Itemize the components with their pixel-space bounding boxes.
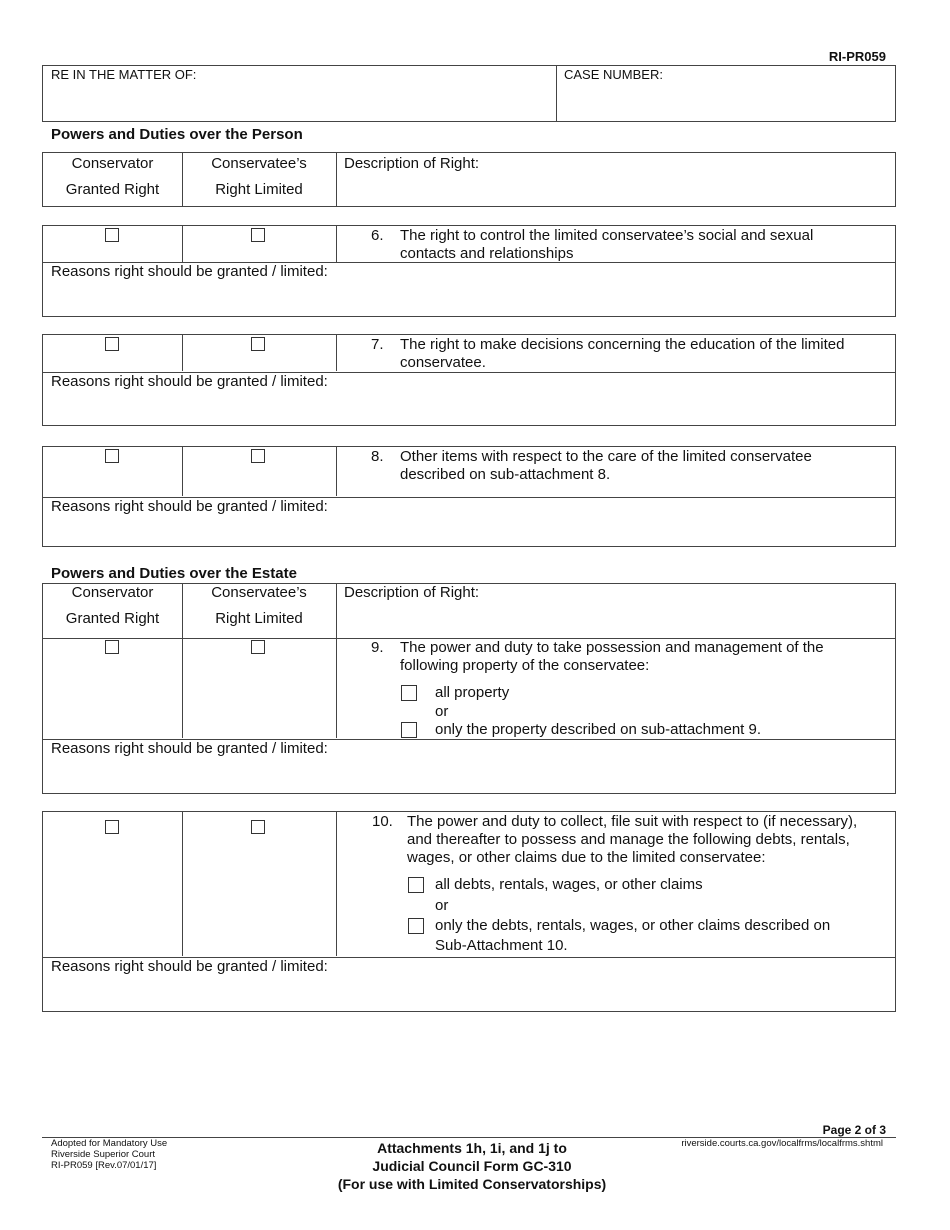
right-8-block — [42, 446, 896, 547]
right-7-limited-checkbox[interactable] — [251, 337, 265, 351]
right-6-text: The right to control the limited conservatee’s social and sexual contacts and relationships — [400, 227, 814, 262]
col-description: Description of Right: — [344, 155, 480, 172]
right-9-text: The power and duty to take possession and management of the following property of the conservatee: — [400, 639, 824, 674]
caption-box — [42, 65, 896, 122]
right-8-number: 8. — [371, 448, 384, 465]
right-8-reasons-label: Reasons right should be granted / limited: — [51, 498, 328, 515]
right-10-described-claims-checkbox[interactable] — [408, 918, 424, 934]
right-10-block — [42, 811, 896, 1012]
right-10-reasons-field[interactable] — [51, 977, 887, 1007]
right-6-block — [42, 225, 896, 317]
matter-field[interactable] — [51, 86, 546, 118]
case-number-field[interactable] — [564, 86, 889, 118]
footer-title-line1: Attachments 1h, 1i, and 1j to — [377, 1140, 567, 1156]
footer-rev: RI-PR059 [Rev.07/01/17] — [51, 1160, 157, 1171]
person-header-row — [42, 152, 896, 207]
right-8-reasons-field[interactable] — [51, 517, 887, 543]
right-10-described-claims-label-cont: Sub-Attachment 10. — [435, 937, 568, 954]
footer-left — [51, 1138, 167, 1171]
right-9-number: 9. — [371, 639, 384, 656]
right-9-all-property-checkbox[interactable] — [401, 685, 417, 701]
case-number-label: CASE NUMBER: — [564, 67, 663, 82]
right-8-limited-checkbox[interactable] — [251, 449, 265, 463]
right-7-granted-checkbox[interactable] — [105, 337, 119, 351]
right-10-all-claims-label: all debts, rentals, wages, or other claims — [435, 876, 703, 893]
right-9-reasons-field[interactable] — [51, 759, 887, 789]
right-10-number: 10. — [372, 813, 393, 830]
col-granted-line1: Conservator — [71, 155, 154, 172]
estate-col-description: Description of Right: — [344, 584, 480, 601]
right-10-limited-checkbox[interactable] — [251, 820, 265, 834]
right-10-described-claims-label: only the debts, rentals, wages, or other claims described on — [435, 917, 831, 934]
right-7-block — [42, 334, 896, 426]
right-10-all-claims-checkbox[interactable] — [408, 877, 424, 893]
footer-title-line3: (For use with Limited Conservatorships) — [337, 1176, 607, 1192]
right-8-granted-checkbox[interactable] — [105, 449, 119, 463]
right-9-described-property-label: only the property described on sub-attachment 9. — [435, 721, 762, 738]
person-section-title: Powers and Duties over the Person — [51, 126, 303, 143]
right-7-reasons-label: Reasons right should be granted / limited: — [51, 373, 328, 390]
right-7-text: The right to make decisions concerning the education of the limited conservatee. — [400, 336, 845, 371]
estate-col-granted-line2: Granted Right — [65, 610, 160, 627]
right-10-or: or — [435, 897, 449, 914]
right-10-text: The power and duty to collect, file suit with respect to (if necessary), and thereafter to possess and manage the following debts, rentals, wages, or other claims due to the limited conservatee: — [407, 813, 858, 866]
right-6-granted-checkbox[interactable] — [105, 228, 119, 242]
estate-col-limited-line2: Right Limited — [215, 610, 303, 627]
estate-col-limited-line1: Conservatee’s — [211, 584, 307, 601]
col-limited-line1: Conservatee’s — [211, 155, 307, 172]
right-6-reasons-label: Reasons right should be granted / limited: — [51, 263, 328, 280]
right-10-reasons-label: Reasons right should be granted / limited: — [51, 958, 328, 975]
matter-label: RE IN THE MATTER OF: — [51, 67, 197, 82]
estate-section-title: Powers and Duties over the Estate — [51, 565, 297, 582]
footer-court: Riverside Superior Court — [51, 1149, 156, 1160]
right-9-or: or — [435, 703, 449, 720]
footer-title — [272, 1139, 672, 1193]
right-9-limited-checkbox[interactable] — [251, 640, 265, 654]
right-9-all-property-label: all property — [435, 684, 510, 701]
right-6-reasons-field[interactable] — [51, 282, 887, 312]
footer-url[interactable]: riverside.courts.ca.gov/localfrms/localfrms.shtml — [681, 1138, 883, 1149]
estate-col-granted-line1: Conservator — [71, 584, 154, 601]
right-9-granted-checkbox[interactable] — [105, 640, 119, 654]
footer-adopted: Adopted for Mandatory Use — [51, 1138, 168, 1149]
right-7-number: 7. — [371, 336, 384, 353]
footer-title-line2: Judicial Council Form GC-310 — [372, 1158, 572, 1174]
right-9-described-property-checkbox[interactable] — [401, 722, 417, 738]
form-id: RI-PR059 — [828, 49, 886, 64]
right-6-number: 6. — [371, 227, 384, 244]
right-7-reasons-field[interactable] — [51, 392, 887, 422]
col-limited-line2: Right Limited — [215, 181, 303, 198]
right-6-limited-checkbox[interactable] — [251, 228, 265, 242]
right-10-granted-checkbox[interactable] — [105, 820, 119, 834]
col-granted-line2: Granted Right — [65, 181, 160, 198]
right-8-text: Other items with respect to the care of the limited conservatee described on sub-attachment 8. — [400, 448, 812, 483]
page-number: Page 2 of 3 — [822, 1123, 886, 1137]
estate-table — [42, 583, 896, 794]
right-9-reasons-label: Reasons right should be granted / limited: — [51, 740, 328, 757]
